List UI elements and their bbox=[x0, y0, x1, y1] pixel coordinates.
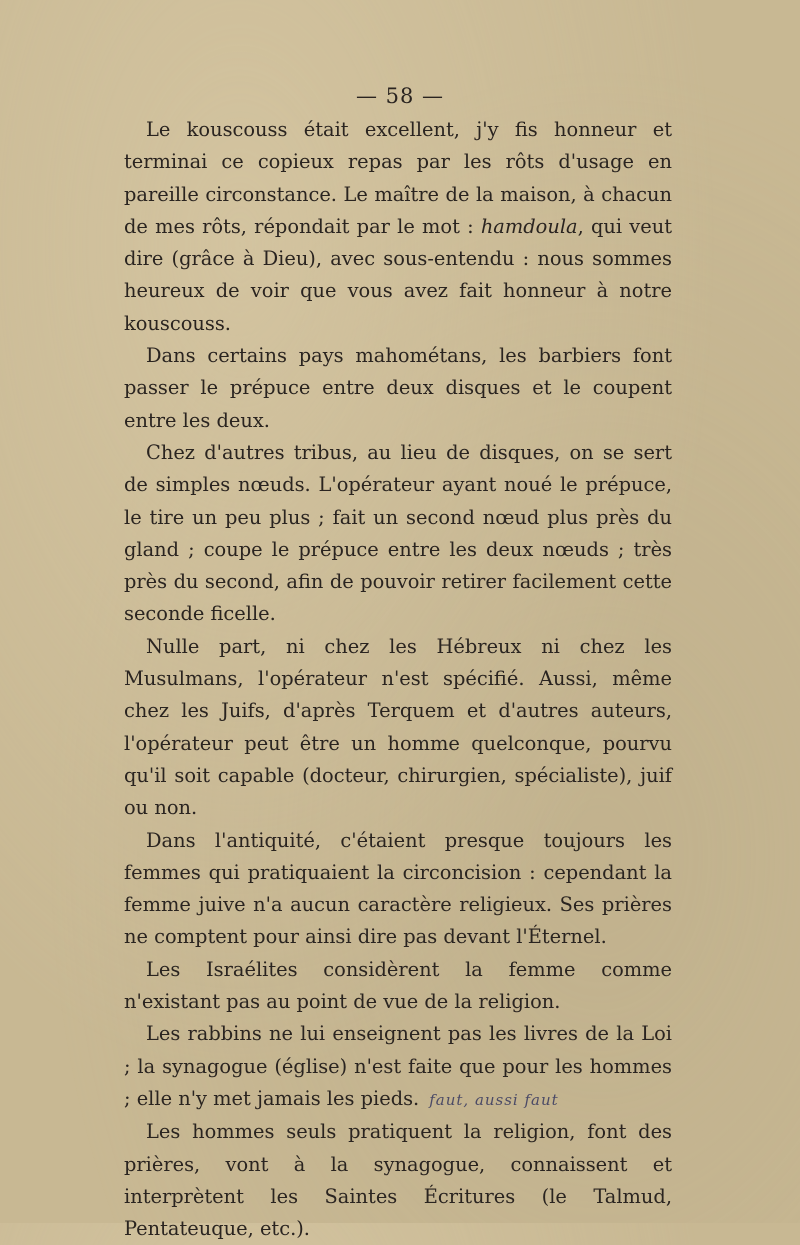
paragraph-rabbins: Les rabbins ne lui enseignent pas les livres de la Loi ; la synagogue (église) n'est faite que pour les hommes ; elle n'y met jamais les pieds. faut, aussi faut bbox=[124, 1022, 672, 1110]
body-text bbox=[124, 114, 672, 1245]
term-hamdoula: hamdoula bbox=[480, 214, 578, 238]
paragraph-kouscouss: Le kouscouss était excellent, j'y fis honneur et terminai ce copieux repas par les rôts d'usage en pareille circonstance. Le maître de la maison, à chacun de mes rôts, répondait par le mot : hamdoula, qui veut dire (grâce à Dieu), avec sous-entendu : nous sommes heureux de voir que vous avez fait honneur à notre kouscouss. bbox=[124, 118, 672, 335]
paragraph-disques: Dans certains pays mahométans, les barbiers font passer le prépuce entre deux disques et le coupent entre les deux. bbox=[124, 344, 672, 432]
paragraph-operateur: Nulle part, ni chez les Hébreux ni chez les Musulmans, l'opérateur n'est spécifié. Aussi, même chez les Juifs, d'après Terquem et d'autres auteurs, l'opérateur peut être un homme quelconque, pourvu qu'il soit capable (docteur, chirurgien, spécialiste), juif ou non. bbox=[124, 634, 672, 820]
paragraph-hommes: Les hommes seuls pratiquent la religion, font des prières, vont à la synagogue, connaissent et interprètent les Saintes Écritures (le Talmud, Pentateuque, etc.). bbox=[124, 1120, 672, 1241]
paragraph-noeuds: Chez d'autres tribus, au lieu de disques, on se sert de simples nœuds. L'opérateur ayant noué le prépuce, le tire un peu plus ; fait un second nœud plus près du gland ; coupe le prépuce entre les deux nœuds ; très près du second, afin de pouvoir retirer facilement cette seconde ficelle. bbox=[124, 440, 672, 626]
paragraph-israelites: Les Israélites considèrent la femme comme n'existant pas au point de vue de la religion. bbox=[124, 957, 672, 1014]
handwritten-annotation: faut, aussi faut bbox=[429, 1090, 559, 1109]
page-number: — 58 — bbox=[355, 84, 445, 108]
paragraph-antiquite: Dans l'antiquité, c'étaient presque toujours les femmes qui pratiquaient la circoncision : cependant la femme juive n'a aucun caractère religieux. Ses prières ne comptent pour ainsi dire pas devant l'Éternel. bbox=[124, 828, 672, 949]
